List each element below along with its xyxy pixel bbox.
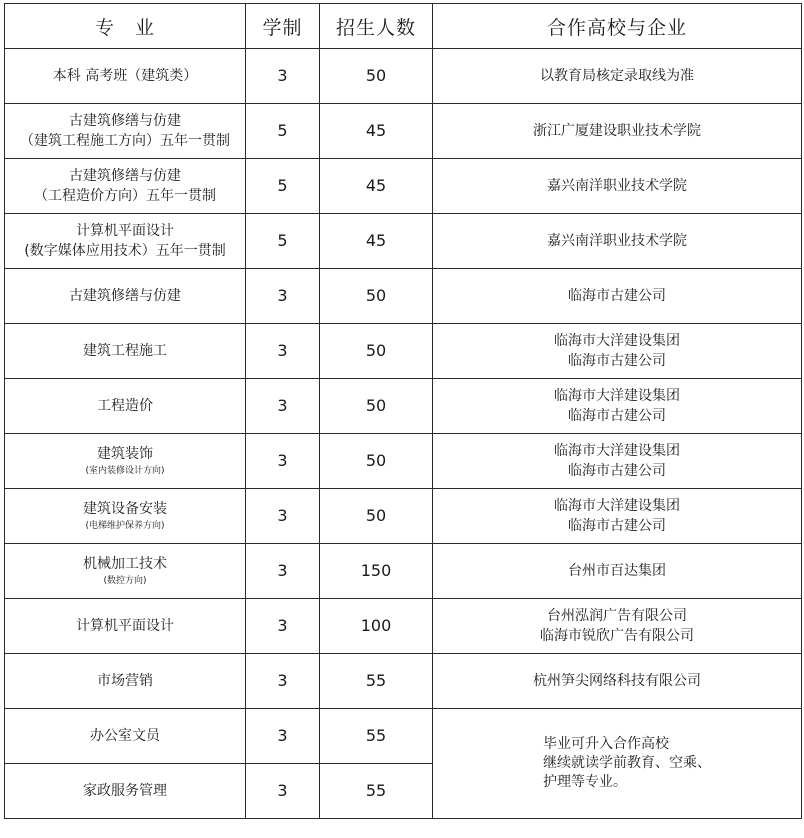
- partner-cell: [433, 434, 802, 489]
- major-cell: [5, 544, 246, 599]
- years-cell: 3: [246, 709, 320, 764]
- major-cell: [5, 709, 246, 764]
- years-cell: 5: [246, 214, 320, 269]
- count-cell: 50: [320, 379, 433, 434]
- major-sub: (电梯维护保养方向): [85, 521, 165, 531]
- years-cell: 3: [246, 654, 320, 709]
- major-cell: [5, 654, 246, 709]
- partner-line: 临海市锐欣广告有限公司: [540, 628, 694, 644]
- major-cell: [5, 489, 246, 544]
- years-cell: 3: [246, 434, 320, 489]
- partner-cell: [433, 489, 802, 544]
- enrollment-table: [4, 3, 802, 819]
- partner-cell: [433, 159, 802, 214]
- partner-line: 嘉兴南洋职业技术学院: [547, 233, 687, 249]
- count-cell: 50: [320, 434, 433, 489]
- major-name: 计算机平面设计: [76, 223, 174, 239]
- count-cell: 50: [320, 49, 433, 104]
- shared-note-cell: [433, 709, 802, 819]
- years-cell: 3: [246, 269, 320, 324]
- years-cell: 3: [246, 599, 320, 654]
- years-cell: 5: [246, 159, 320, 214]
- partner-line: 临海市古建公司: [568, 408, 666, 424]
- major-detail: （建筑工程施工方向）五年一贯制: [20, 133, 230, 149]
- major-detail: (数字媒体应用技术）五年一贯制: [24, 243, 226, 259]
- partner-cell: [433, 104, 802, 159]
- major-cell: [5, 764, 246, 819]
- partner-line: 浙江广厦建设职业技术学院: [533, 123, 701, 139]
- major-name: 本科 高考班（建筑类）: [52, 68, 198, 84]
- header-row: [5, 4, 802, 49]
- partner-line: 临海市古建公司: [568, 463, 666, 479]
- header-major: 专 业: [5, 4, 246, 49]
- table-row: [5, 434, 802, 489]
- major-cell: [5, 49, 246, 104]
- major-name: 古建筑修缮与仿建: [69, 288, 181, 304]
- major-name: 古建筑修缮与仿建: [69, 168, 181, 184]
- table-row: [5, 379, 802, 434]
- count-cell: 55: [320, 709, 433, 764]
- note-line: 护理等专业。: [543, 774, 627, 790]
- count-cell: 45: [320, 159, 433, 214]
- count-cell: 45: [320, 104, 433, 159]
- count-cell: 45: [320, 214, 433, 269]
- partner-cell: [433, 214, 802, 269]
- partner-cell: [433, 544, 802, 599]
- table-row: [5, 269, 802, 324]
- partner-line: 台州市百达集团: [568, 563, 666, 579]
- years-cell: 5: [246, 104, 320, 159]
- partner-line: 杭州笋尖网络科技有限公司: [533, 673, 701, 689]
- partner-cell: [433, 324, 802, 379]
- partner-line: 临海市古建公司: [568, 518, 666, 534]
- partner-line: 临海市古建公司: [568, 288, 666, 304]
- partner-cell: [433, 599, 802, 654]
- major-cell: [5, 104, 246, 159]
- partner-cell: [433, 49, 802, 104]
- table-row: [5, 49, 802, 104]
- years-cell: 3: [246, 489, 320, 544]
- years-cell: 3: [246, 324, 320, 379]
- major-cell: [5, 269, 246, 324]
- major-name: 市场营销: [97, 673, 153, 689]
- table-row: [5, 489, 802, 544]
- table-row: [5, 709, 802, 764]
- major-cell: [5, 434, 246, 489]
- major-name: 家政服务管理: [83, 783, 167, 799]
- count-cell: 100: [320, 599, 433, 654]
- note-line: 继续就读学前教育、空乘、: [543, 755, 711, 771]
- count-cell: 50: [320, 269, 433, 324]
- major-detail: （工程造价方向）五年一贯制: [34, 188, 216, 204]
- count-cell: 55: [320, 654, 433, 709]
- major-name: 计算机平面设计: [76, 618, 174, 634]
- major-name: 古建筑修缮与仿建: [69, 113, 181, 129]
- major-name: 机械加工技术: [83, 556, 167, 572]
- major-sub: (数控方向): [103, 576, 147, 586]
- years-cell: 3: [246, 49, 320, 104]
- count-cell: 50: [320, 324, 433, 379]
- header-count: 招生人数: [320, 4, 433, 49]
- major-cell: [5, 159, 246, 214]
- count-cell: 150: [320, 544, 433, 599]
- table-row: [5, 214, 802, 269]
- partner-cell: [433, 269, 802, 324]
- partner-line: 临海市大洋建设集团: [554, 388, 680, 404]
- table-row: [5, 159, 802, 214]
- note-line: 毕业可升入合作高校: [543, 736, 669, 752]
- table-row: [5, 324, 802, 379]
- partner-line: 以教育局核定录取线为准: [540, 68, 694, 84]
- table-row: [5, 544, 802, 599]
- count-cell: 50: [320, 489, 433, 544]
- major-cell: [5, 324, 246, 379]
- major-name: 建筑装饰: [97, 446, 153, 462]
- table-body: [5, 49, 802, 819]
- years-cell: 3: [246, 379, 320, 434]
- partner-line: 临海市大洋建设集团: [554, 498, 680, 514]
- partner-line: 临海市大洋建设集团: [554, 443, 680, 459]
- major-cell: [5, 214, 246, 269]
- major-name: 办公室文员: [90, 728, 160, 744]
- partner-line: 台州泓润广告有限公司: [547, 608, 687, 624]
- partner-cell: [433, 379, 802, 434]
- major-name: 建筑设备安装: [83, 501, 167, 517]
- partner-line: 临海市古建公司: [568, 353, 666, 369]
- years-cell: 3: [246, 764, 320, 819]
- table-row: [5, 104, 802, 159]
- table-row: [5, 599, 802, 654]
- partner-cell: [433, 654, 802, 709]
- major-cell: [5, 379, 246, 434]
- major-cell: [5, 599, 246, 654]
- major-sub: (室内装修设计方向): [85, 466, 165, 476]
- years-cell: 3: [246, 544, 320, 599]
- count-cell: 55: [320, 764, 433, 819]
- partner-line: 嘉兴南洋职业技术学院: [547, 178, 687, 194]
- header-years: 学制: [246, 4, 320, 49]
- header-partner: 合作高校与企业: [433, 4, 802, 49]
- partner-line: 临海市大洋建设集团: [554, 333, 680, 349]
- major-name: 工程造价: [97, 398, 153, 414]
- major-name: 建筑工程施工: [83, 343, 167, 359]
- table-header: [5, 4, 802, 49]
- table-row: [5, 654, 802, 709]
